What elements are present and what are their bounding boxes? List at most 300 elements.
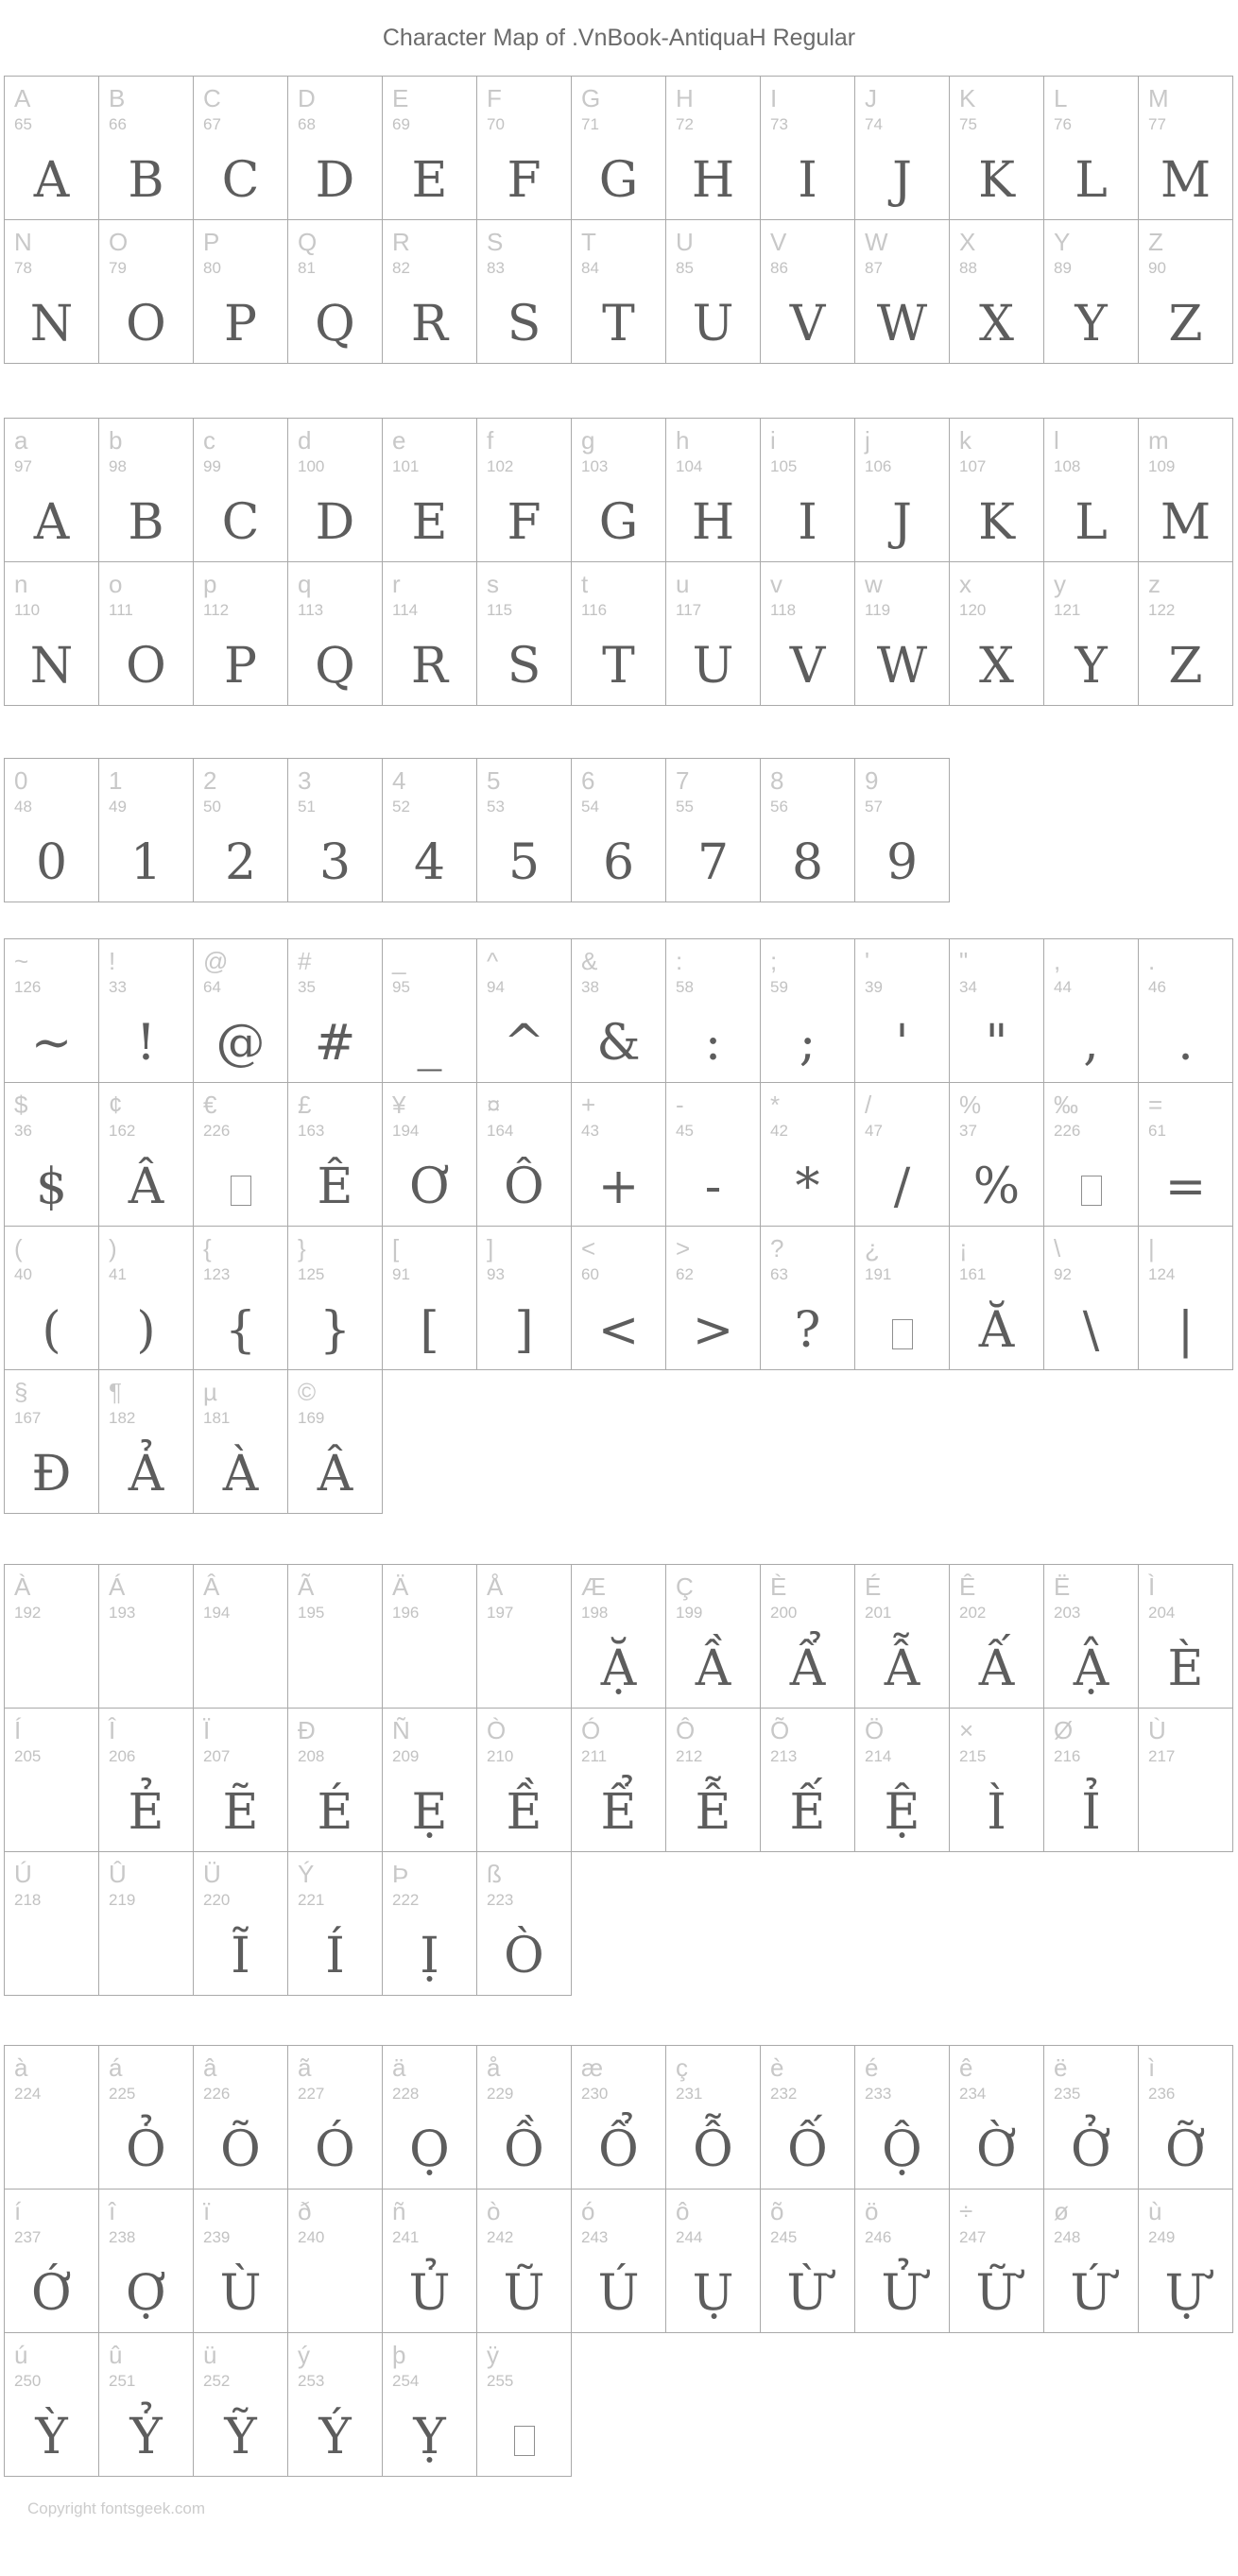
char-cell [1139, 2046, 1233, 2190]
char-glyph: - [704, 1159, 722, 1215]
char-cell [1044, 77, 1139, 220]
char-row [4, 562, 1233, 706]
char-label: ( [14, 1234, 23, 1262]
char-glyph [1139, 1765, 1232, 1837]
char-cell [99, 1709, 194, 1852]
char-label: $ [14, 1091, 28, 1119]
char-code: 236 [1148, 2085, 1176, 2103]
char-label: õ [770, 2197, 784, 2225]
char-code: 233 [865, 2085, 892, 2103]
char-code: 244 [676, 2228, 703, 2246]
char-code: 89 [1054, 259, 1072, 277]
char-label: Û [109, 1860, 127, 1888]
char-glyph: % [972, 1159, 1021, 1215]
char-cell [383, 939, 477, 1083]
char-code: 162 [109, 1122, 136, 1140]
char-cell [477, 1083, 572, 1227]
char-label: Y [1054, 228, 1071, 256]
char-label: ¿ [865, 1234, 880, 1262]
char-glyph [5, 1765, 98, 1837]
char-code: 238 [109, 2228, 136, 2246]
char-cell [1044, 1083, 1139, 1227]
char-code: 247 [959, 2228, 987, 2246]
char-cell [383, 759, 477, 902]
char-glyph: K [978, 494, 1015, 551]
char-glyph: = [1164, 1159, 1207, 1215]
char-label: ‰ [1054, 1091, 1078, 1119]
char-label: g [581, 426, 595, 455]
char-glyph: W [876, 296, 928, 352]
char-code: 68 [298, 115, 316, 133]
char-code: 55 [676, 798, 694, 816]
char-glyph: Ề [506, 1784, 542, 1841]
char-label: £ [298, 1091, 312, 1119]
char-glyph: Ờ [976, 2121, 1017, 2178]
char-cell [194, 2333, 288, 2477]
char-glyph: Í [325, 1928, 345, 1984]
char-cell [1044, 1709, 1139, 1852]
char-code: 50 [203, 798, 221, 816]
char-code: 199 [676, 1604, 703, 1622]
char-glyph [477, 1622, 571, 1693]
char-label: P [203, 228, 220, 256]
char-glyph: C [221, 152, 260, 209]
char-label: Q [298, 228, 318, 256]
char-cell [855, 562, 950, 706]
char-glyph: G [598, 494, 639, 551]
char-label: X [959, 228, 976, 256]
char-glyph [194, 1622, 287, 1693]
char-code: 92 [1054, 1265, 1072, 1283]
char-glyph [288, 1622, 382, 1693]
char-code: 226 [203, 2085, 231, 2103]
char-cell [194, 562, 288, 706]
char-cell [99, 2190, 194, 2333]
char-cell [288, 759, 383, 902]
char-label: ë [1054, 2053, 1068, 2082]
char-label: ã [298, 2053, 312, 2082]
char-label: M [1148, 84, 1169, 112]
char-label: e [392, 426, 406, 455]
char-glyph: Ị [420, 1928, 439, 1984]
char-glyph: H [691, 494, 735, 551]
char-code: 46 [1148, 978, 1166, 996]
char-glyph: D [315, 494, 355, 551]
char-code: 38 [581, 978, 599, 996]
char-glyph: { [224, 1302, 257, 1359]
char-cell [477, 562, 572, 706]
char-code: 242 [487, 2228, 514, 2246]
char-glyph: E [411, 152, 448, 209]
char-glyph: L [1075, 152, 1108, 209]
char-code: 59 [770, 978, 788, 996]
char-code: 42 [770, 1122, 788, 1140]
char-label: Æ [581, 1572, 606, 1601]
char-glyph: 4 [413, 834, 446, 891]
char-label: ð [298, 2197, 312, 2225]
char-label: Í [14, 1716, 22, 1744]
char-cell [5, 1227, 99, 1370]
char-code: 119 [865, 601, 891, 619]
char-cell [288, 419, 383, 562]
char-code: 253 [298, 2372, 325, 2390]
char-label: ç [676, 2053, 688, 2082]
char-glyph: , [1083, 1015, 1099, 1072]
char-cell [194, 220, 288, 364]
char-glyph: Ớ [31, 2265, 72, 2322]
char-label: ì [1148, 2053, 1156, 2082]
char-glyph: R [410, 296, 449, 352]
char-cell [99, 77, 194, 220]
char-cell [1044, 562, 1139, 706]
char-label: : [676, 947, 683, 975]
char-label: Ï [203, 1716, 211, 1744]
char-glyph: Ọ [409, 2121, 450, 2178]
char-label: p [203, 570, 217, 598]
char-glyph: J [892, 494, 912, 551]
char-code: 67 [203, 115, 221, 133]
char-cell [761, 2046, 855, 2190]
char-code: 126 [14, 978, 42, 996]
char-cell [666, 2190, 761, 2333]
char-glyph: L [1075, 494, 1108, 551]
char-code: 124 [1148, 1265, 1176, 1283]
char-code: 207 [203, 1747, 231, 1765]
char-glyph: Ế [789, 1784, 826, 1841]
char-label: Î [109, 1716, 116, 1744]
char-cell [5, 77, 99, 220]
char-cell [761, 1227, 855, 1370]
grid-lowercase-accented [4, 2045, 1233, 2477]
char-label: = [1148, 1091, 1163, 1119]
char-glyph: I [798, 152, 817, 209]
char-label: O [109, 228, 129, 256]
char-code: 122 [1148, 601, 1176, 619]
char-code: 95 [392, 978, 410, 996]
char-code: 72 [676, 115, 694, 133]
char-label: Á [109, 1572, 126, 1601]
char-label: j [865, 426, 870, 455]
char-cell [666, 220, 761, 364]
char-glyph: U [692, 638, 734, 695]
char-label: ) [109, 1234, 117, 1262]
char-glyph: U [692, 296, 734, 352]
char-row [4, 2190, 1233, 2333]
char-code: 203 [1054, 1604, 1081, 1622]
char-glyph: ] [514, 1302, 534, 1359]
char-code: 204 [1148, 1604, 1176, 1622]
char-code: 222 [392, 1891, 420, 1909]
char-cell [761, 419, 855, 562]
char-label: ä [392, 2053, 406, 2082]
char-cell [761, 759, 855, 902]
char-glyph: : [704, 1015, 722, 1072]
char-glyph: Ố [787, 2121, 828, 2178]
char-label: ö [865, 2197, 879, 2225]
char-cell [288, 1083, 383, 1227]
char-cell [477, 759, 572, 902]
char-cell [194, 1227, 288, 1370]
char-label: & [581, 947, 598, 975]
char-label: æ [581, 2053, 604, 2082]
char-cell [855, 2046, 950, 2190]
char-cell [5, 939, 99, 1083]
char-code: 65 [14, 115, 32, 133]
char-label: ø [1054, 2197, 1069, 2225]
char-cell [572, 759, 666, 902]
char-label: ; [770, 947, 778, 975]
grid-uppercase-accented [4, 1564, 1233, 1996]
char-cell [288, 1852, 383, 1996]
char-label: . [1148, 947, 1156, 975]
char-glyph: V [789, 296, 826, 352]
char-code: 211 [581, 1747, 608, 1765]
char-cell [950, 419, 1044, 562]
char-label: Ö [865, 1716, 885, 1744]
char-code: 78 [14, 259, 32, 277]
char-label: W [865, 228, 888, 256]
char-cell [99, 2333, 194, 2477]
char-cell [477, 2190, 572, 2333]
char-label: µ [203, 1378, 217, 1406]
char-code: 216 [1054, 1747, 1081, 1765]
char-label: E [392, 84, 409, 112]
char-label: l [1054, 426, 1059, 455]
char-cell [761, 1083, 855, 1227]
char-cell [194, 1083, 288, 1227]
char-label: ? [770, 1234, 784, 1262]
char-glyph: G [598, 152, 639, 209]
char-label: + [581, 1091, 596, 1119]
char-glyph [5, 1909, 98, 1981]
char-cell [5, 1083, 99, 1227]
char-code: 51 [298, 798, 316, 816]
char-glyph: B [128, 152, 164, 209]
char-glyph: Ò [504, 1928, 544, 1984]
char-cell [572, 419, 666, 562]
char-code: 248 [1054, 2228, 1081, 2246]
char-label: Ë [1054, 1572, 1071, 1601]
char-cell [383, 1565, 477, 1709]
char-code: 45 [676, 1122, 694, 1140]
char-glyph: \ [1082, 1302, 1100, 1359]
char-label: È [770, 1572, 787, 1601]
char-code: 82 [392, 259, 410, 277]
char-glyph: Ă [978, 1302, 1015, 1359]
char-cell [666, 1227, 761, 1370]
char-cell [288, 2333, 383, 2477]
char-glyph: Ỡ [1165, 2121, 1206, 2178]
grid-punctuation [4, 938, 1233, 1514]
char-code: 106 [865, 457, 892, 475]
char-cell [383, 2046, 477, 2190]
char-label: < [581, 1234, 596, 1262]
char-cell [950, 939, 1044, 1083]
char-label: × [959, 1716, 974, 1744]
char-glyph: T [602, 638, 635, 695]
char-cell [5, 2190, 99, 2333]
char-code: 86 [770, 259, 788, 277]
char-glyph: Ậ [1073, 1640, 1109, 1697]
char-cell [194, 419, 288, 562]
char-glyph: O [126, 638, 166, 695]
char-code: 202 [959, 1604, 987, 1622]
char-code: 240 [298, 2228, 325, 2246]
char-code: 36 [14, 1122, 32, 1140]
char-code: 85 [676, 259, 694, 277]
char-cell [288, 2046, 383, 2190]
char-cell [666, 759, 761, 902]
char-cell [5, 1565, 99, 1709]
char-glyph: Ở [1071, 2121, 1111, 2178]
char-cell [950, 1227, 1044, 1370]
char-label: ¡ [959, 1234, 968, 1262]
char-label: @ [203, 947, 229, 975]
char-code: 113 [298, 601, 324, 619]
char-cell [761, 2190, 855, 2333]
char-glyph: Ặ [600, 1640, 637, 1697]
char-code: 209 [392, 1747, 420, 1765]
char-cell [1044, 2046, 1139, 2190]
char-label: ÿ [487, 2341, 499, 2369]
char-glyph: # [314, 1015, 356, 1072]
char-glyph: ; [799, 1015, 817, 1072]
char-cell [288, 1709, 383, 1852]
char-cell [950, 562, 1044, 706]
char-glyph: Ẽ [222, 1784, 259, 1841]
char-glyph: Ứ [1070, 2265, 1112, 2322]
char-label: y [1054, 570, 1066, 598]
char-label: I [770, 84, 778, 112]
char-cell [666, 1565, 761, 1709]
char-cell [666, 77, 761, 220]
char-label: G [581, 84, 601, 112]
char-code: 193 [109, 1604, 136, 1622]
char-code: 239 [203, 2228, 231, 2246]
char-glyph: Ỗ [693, 2121, 733, 2178]
char-label: F [487, 84, 502, 112]
char-glyph: N [29, 296, 74, 352]
char-code: 34 [959, 978, 977, 996]
char-glyph: P [224, 638, 257, 695]
char-code: 97 [14, 457, 32, 475]
char-code: 81 [298, 259, 316, 277]
char-cell [761, 220, 855, 364]
char-code: 225 [109, 2085, 136, 2103]
char-code: 88 [959, 259, 977, 277]
char-glyph: Ý [318, 2409, 352, 2465]
char-code: 44 [1054, 978, 1072, 996]
char-cell [855, 1709, 950, 1852]
char-glyph: C [221, 494, 260, 551]
char-cell [99, 2046, 194, 2190]
char-label: a [14, 426, 28, 455]
char-code: 164 [487, 1122, 514, 1140]
char-code: 213 [770, 1747, 798, 1765]
char-glyph: F [507, 494, 542, 551]
char-label: L [1054, 84, 1068, 112]
char-row [4, 1083, 1233, 1227]
char-glyph: N [29, 638, 74, 695]
notdef-box-glyph [231, 1176, 251, 1206]
char-code: 74 [865, 115, 883, 133]
char-cell [950, 1709, 1044, 1852]
char-label: 2 [203, 766, 217, 795]
char-label: Â [203, 1572, 220, 1601]
char-cell [855, 419, 950, 562]
char-cell [5, 1370, 99, 1514]
char-cell [855, 939, 950, 1083]
char-label: Z [1148, 228, 1163, 256]
char-glyph: Â [317, 1446, 353, 1503]
char-glyph: Ử [881, 2265, 923, 2322]
char-glyph: Õ [220, 2121, 261, 2178]
char-label: t [581, 570, 589, 598]
char-label: Ñ [392, 1716, 410, 1744]
char-cell [1139, 77, 1233, 220]
char-cell [99, 562, 194, 706]
notdef-box-glyph [514, 2426, 535, 2456]
char-glyph: 1 [129, 834, 163, 891]
char-label: i [770, 426, 776, 455]
char-glyph: R [410, 638, 449, 695]
char-glyph: D [315, 152, 355, 209]
copyright-text: Copyright fontsgeek.com [27, 2499, 206, 2517]
char-glyph: Ả [128, 1446, 164, 1503]
char-glyph: Ể [600, 1784, 637, 1841]
char-label: Ú [14, 1860, 32, 1888]
char-cell [194, 759, 288, 902]
char-cell [855, 1565, 950, 1709]
char-code: 251 [109, 2372, 136, 2390]
char-label: 5 [487, 766, 501, 795]
char-code: 57 [865, 798, 883, 816]
char-cell [477, 77, 572, 220]
char-cell [383, 2333, 477, 2477]
char-cell [1139, 1227, 1233, 1370]
char-glyph: Ẹ [411, 1784, 448, 1841]
char-label: À [14, 1572, 31, 1601]
char-label: } [298, 1234, 306, 1262]
char-label: ü [203, 2341, 217, 2369]
char-glyph: Ủ [408, 2265, 451, 2322]
char-glyph: X [978, 638, 1015, 695]
char-glyph: ( [42, 1302, 61, 1359]
char-glyph: Ỵ [413, 2409, 446, 2465]
char-code: 182 [109, 1409, 136, 1427]
char-cell [572, 1083, 666, 1227]
char-code: 218 [14, 1891, 42, 1909]
char-cell [383, 419, 477, 562]
char-cell [950, 1083, 1044, 1227]
char-cell [761, 939, 855, 1083]
char-row [4, 939, 1233, 1083]
char-row [4, 1852, 572, 1996]
char-label: u [676, 570, 690, 598]
char-cell [950, 77, 1044, 220]
char-label: Ê [959, 1572, 976, 1601]
char-label: J [865, 84, 877, 112]
char-code: 200 [770, 1604, 798, 1622]
grid-uppercase [4, 76, 1233, 364]
char-label: 3 [298, 766, 312, 795]
char-row [4, 759, 950, 902]
char-glyph: ? [794, 1302, 821, 1359]
char-code: 115 [487, 601, 513, 619]
char-glyph: | [1177, 1302, 1195, 1359]
char-glyph: _ [417, 1015, 442, 1072]
char-code: 94 [487, 978, 505, 996]
